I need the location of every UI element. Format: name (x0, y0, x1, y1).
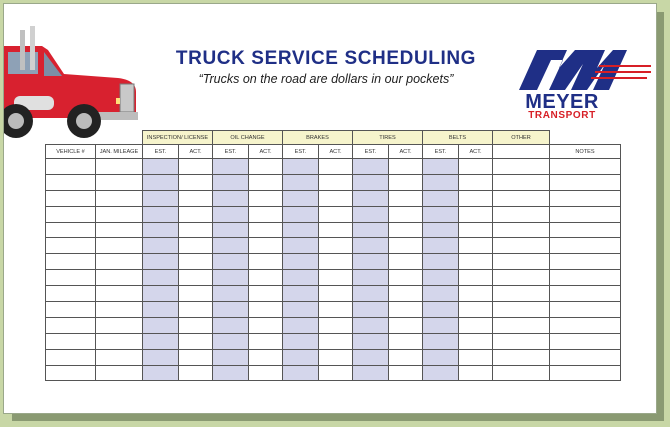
table-cell[interactable] (493, 238, 550, 254)
table-cell[interactable] (213, 190, 249, 206)
table-cell[interactable] (423, 270, 459, 286)
table-cell[interactable] (493, 206, 550, 222)
table-cell[interactable] (96, 222, 143, 238)
table-cell[interactable] (143, 333, 179, 349)
table-cell[interactable] (46, 206, 96, 222)
table-cell[interactable] (213, 349, 249, 365)
group-header-row (46, 131, 621, 145)
table-cell[interactable] (459, 333, 493, 349)
table-cell[interactable] (46, 270, 96, 286)
table-cell[interactable] (550, 174, 621, 190)
group-other: OTHER (493, 131, 550, 145)
table-cell[interactable] (179, 270, 213, 286)
table-cell[interactable] (249, 159, 283, 175)
table-cell[interactable] (353, 302, 389, 318)
table-cell[interactable] (423, 254, 459, 270)
table-cell[interactable] (493, 302, 550, 318)
table-cell[interactable] (389, 286, 423, 302)
table-cell[interactable] (423, 206, 459, 222)
table-cell[interactable] (550, 238, 621, 254)
table-cell[interactable] (179, 222, 213, 238)
table-row (46, 270, 621, 286)
table-cell[interactable] (319, 238, 353, 254)
table-cell[interactable] (319, 286, 353, 302)
table-cell[interactable] (459, 190, 493, 206)
table-cell[interactable] (550, 206, 621, 222)
table-cell[interactable] (283, 286, 319, 302)
table-cell[interactable] (389, 190, 423, 206)
table-cell[interactable] (493, 270, 550, 286)
table-row (46, 254, 621, 270)
table-cell[interactable] (423, 286, 459, 302)
table-cell[interactable] (283, 238, 319, 254)
table-cell[interactable] (319, 254, 353, 270)
table-cell[interactable] (353, 190, 389, 206)
tagline: “Trucks on the road are dollars in our pockets” (198, 72, 454, 86)
schedule-table (45, 130, 621, 381)
table-cell[interactable] (550, 270, 621, 286)
table-cell[interactable] (389, 349, 423, 365)
table-cell[interactable] (423, 349, 459, 365)
table-cell[interactable] (459, 222, 493, 238)
table-cell[interactable] (319, 206, 353, 222)
table-cell[interactable] (493, 333, 550, 349)
table-cell[interactable] (179, 206, 213, 222)
table-cell[interactable] (283, 365, 319, 381)
table-cell[interactable] (143, 317, 179, 333)
table-cell[interactable] (353, 159, 389, 175)
table-cell[interactable] (179, 302, 213, 318)
logo-subtitle: TRANSPORT (528, 110, 596, 121)
table-cell[interactable] (143, 286, 179, 302)
table-cell[interactable] (353, 174, 389, 190)
table-cell[interactable] (389, 317, 423, 333)
table-cell[interactable] (319, 159, 353, 175)
col-act: ACT. (459, 145, 493, 159)
table-row (46, 174, 621, 190)
table-cell[interactable] (459, 349, 493, 365)
table-cell[interactable] (143, 365, 179, 381)
table-cell[interactable] (550, 317, 621, 333)
table-cell[interactable] (96, 238, 143, 254)
table-cell[interactable] (319, 349, 353, 365)
group-belts: BELTS (423, 131, 493, 145)
table-cell[interactable] (423, 159, 459, 175)
table-cell[interactable] (96, 317, 143, 333)
table-cell[interactable] (319, 222, 353, 238)
table-cell[interactable] (283, 174, 319, 190)
table-cell[interactable] (493, 222, 550, 238)
table-cell[interactable] (319, 365, 353, 381)
group-oil-change: OIL CHANGE (213, 131, 283, 145)
table-row (46, 302, 621, 318)
table-cell[interactable] (283, 317, 319, 333)
table-cell[interactable] (179, 317, 213, 333)
table-cell[interactable] (46, 349, 96, 365)
table-cell[interactable] (249, 174, 283, 190)
table-cell[interactable] (423, 317, 459, 333)
table-cell[interactable] (249, 302, 283, 318)
table-cell[interactable] (213, 365, 249, 381)
table-cell[interactable] (493, 317, 550, 333)
table-cell[interactable] (353, 286, 389, 302)
table-cell[interactable] (353, 238, 389, 254)
page-title: TRUCK SERVICE SCHEDULING (175, 48, 477, 69)
col-mileage: JAN. MILEAGE (96, 145, 143, 159)
table-cell[interactable] (353, 270, 389, 286)
table-cell[interactable] (493, 174, 550, 190)
table-cell[interactable] (283, 159, 319, 175)
table-cell[interactable] (143, 302, 179, 318)
table-cell[interactable] (283, 206, 319, 222)
table-cell[interactable] (283, 254, 319, 270)
table-cell[interactable] (319, 270, 353, 286)
table-cell[interactable] (283, 190, 319, 206)
table-cell[interactable] (493, 349, 550, 365)
table-cell[interactable] (46, 222, 96, 238)
table-cell[interactable] (550, 365, 621, 381)
table-cell[interactable] (143, 270, 179, 286)
table-cell[interactable] (550, 349, 621, 365)
table-cell[interactable] (179, 159, 213, 175)
table-cell[interactable] (213, 206, 249, 222)
table-cell[interactable] (249, 349, 283, 365)
table-cell[interactable] (423, 238, 459, 254)
table-cell[interactable] (550, 159, 621, 175)
table-cell[interactable] (249, 206, 283, 222)
table-cell[interactable] (493, 190, 550, 206)
table-cell[interactable] (143, 222, 179, 238)
table-cell[interactable] (249, 254, 283, 270)
table-cell[interactable] (550, 254, 621, 270)
table-cell[interactable] (459, 159, 493, 175)
table-cell[interactable] (213, 302, 249, 318)
table-cell[interactable] (46, 238, 96, 254)
table-cell[interactable] (459, 206, 493, 222)
col-est: EST. (283, 145, 319, 159)
table-cell[interactable] (353, 365, 389, 381)
table-cell[interactable] (143, 190, 179, 206)
table-cell[interactable] (353, 317, 389, 333)
table-cell[interactable] (213, 317, 249, 333)
table-cell[interactable] (389, 270, 423, 286)
table-cell[interactable] (283, 349, 319, 365)
table-cell[interactable] (389, 302, 423, 318)
col-est: EST. (213, 145, 249, 159)
table-cell[interactable] (493, 365, 550, 381)
col-act: ACT. (389, 145, 423, 159)
table-row (46, 349, 621, 365)
table-cell[interactable] (213, 333, 249, 349)
table-cell[interactable] (213, 254, 249, 270)
table-cell[interactable] (213, 270, 249, 286)
table-cell[interactable] (46, 317, 96, 333)
truck-icon (4, 26, 140, 140)
table-cell[interactable] (423, 333, 459, 349)
table-row (46, 222, 621, 238)
table-cell[interactable] (389, 222, 423, 238)
table-cell[interactable] (389, 254, 423, 270)
table-cell[interactable] (319, 174, 353, 190)
table-cell[interactable] (459, 254, 493, 270)
table-row (46, 317, 621, 333)
table-cell[interactable] (423, 174, 459, 190)
table-cell[interactable] (96, 254, 143, 270)
table-cell[interactable] (353, 206, 389, 222)
table-cell[interactable] (46, 190, 96, 206)
table-cell[interactable] (96, 159, 143, 175)
col-other (493, 145, 550, 159)
col-vehicle: VEHICLE # (46, 145, 96, 159)
table-cell[interactable] (46, 286, 96, 302)
table-cell[interactable] (96, 365, 143, 381)
table-cell[interactable] (283, 302, 319, 318)
table-cell[interactable] (213, 222, 249, 238)
col-act: ACT. (249, 145, 283, 159)
table-cell[interactable] (96, 174, 143, 190)
table-row (46, 365, 621, 381)
table-cell[interactable] (249, 317, 283, 333)
table-cell[interactable] (46, 174, 96, 190)
table-cell[interactable] (249, 333, 283, 349)
table-cell[interactable] (389, 238, 423, 254)
table-cell[interactable] (459, 270, 493, 286)
table-cell[interactable] (213, 238, 249, 254)
table-cell[interactable] (96, 349, 143, 365)
col-notes: NOTES (550, 145, 621, 159)
table-cell[interactable] (96, 333, 143, 349)
table-cell[interactable] (213, 174, 249, 190)
table-cell[interactable] (459, 238, 493, 254)
table-cell[interactable] (249, 286, 283, 302)
table-cell[interactable] (179, 349, 213, 365)
table-cell[interactable] (46, 333, 96, 349)
group-brakes: BRAKES (283, 131, 353, 145)
table-cell[interactable] (459, 174, 493, 190)
table-cell[interactable] (179, 190, 213, 206)
table-cell[interactable] (550, 302, 621, 318)
table-cell[interactable] (550, 222, 621, 238)
table-cell[interactable] (493, 286, 550, 302)
table-cell[interactable] (179, 333, 213, 349)
table-cell[interactable] (143, 159, 179, 175)
table-cell[interactable] (179, 365, 213, 381)
table-cell[interactable] (249, 190, 283, 206)
table-cell[interactable] (249, 270, 283, 286)
column-header-row (46, 145, 621, 159)
table-cell[interactable] (213, 286, 249, 302)
table-row (46, 206, 621, 222)
col-est: EST. (353, 145, 389, 159)
col-est: EST. (143, 145, 179, 159)
table-cell[interactable] (423, 190, 459, 206)
table-cell[interactable] (389, 174, 423, 190)
schedule-board (4, 4, 656, 413)
table-cell[interactable] (389, 159, 423, 175)
table-cell[interactable] (249, 238, 283, 254)
table-row (46, 333, 621, 349)
table-cell[interactable] (550, 286, 621, 302)
table-cell[interactable] (423, 365, 459, 381)
table-cell[interactable] (46, 254, 96, 270)
group-inspection: INSPECTION/ LICENSE (143, 131, 213, 145)
table-cell[interactable] (550, 190, 621, 206)
table-cell[interactable] (389, 365, 423, 381)
table-cell[interactable] (353, 333, 389, 349)
table-cell[interactable] (96, 302, 143, 318)
table-cell[interactable] (249, 222, 283, 238)
table-cell[interactable] (389, 333, 423, 349)
table-row (46, 190, 621, 206)
table-cell[interactable] (46, 365, 96, 381)
table-row (46, 238, 621, 254)
table-cell[interactable] (179, 254, 213, 270)
table-cell[interactable] (96, 190, 143, 206)
col-est: EST. (423, 145, 459, 159)
table-cell[interactable] (283, 270, 319, 286)
table-cell[interactable] (143, 349, 179, 365)
table-cell[interactable] (459, 365, 493, 381)
table-cell[interactable] (459, 317, 493, 333)
table-cell[interactable] (319, 333, 353, 349)
table-cell[interactable] (96, 270, 143, 286)
table-cell[interactable] (459, 302, 493, 318)
table-cell[interactable] (459, 286, 493, 302)
table-cell[interactable] (283, 222, 319, 238)
table-cell[interactable] (143, 254, 179, 270)
col-act: ACT. (179, 145, 213, 159)
table-cell[interactable] (179, 238, 213, 254)
table-cell[interactable] (96, 286, 143, 302)
table-row (46, 159, 621, 175)
table-cell[interactable] (143, 238, 179, 254)
col-act: ACT. (319, 145, 353, 159)
table-row (46, 286, 621, 302)
table-cell[interactable] (143, 206, 179, 222)
group-tires: TIRES (353, 131, 423, 145)
table-cell[interactable] (46, 302, 96, 318)
table-cell[interactable] (353, 254, 389, 270)
table-cell[interactable] (550, 333, 621, 349)
table-cell[interactable] (143, 174, 179, 190)
table-cell[interactable] (423, 222, 459, 238)
table-cell[interactable] (353, 222, 389, 238)
table-cell[interactable] (493, 254, 550, 270)
table-cell[interactable] (249, 365, 283, 381)
table-cell[interactable] (319, 317, 353, 333)
table-cell[interactable] (46, 159, 96, 175)
table-cell[interactable] (96, 206, 143, 222)
table-cell[interactable] (353, 349, 389, 365)
table-cell[interactable] (179, 174, 213, 190)
table-cell[interactable] (319, 302, 353, 318)
logo-brand: MEYER (525, 91, 599, 113)
table-cell[interactable] (213, 159, 249, 175)
table-cell[interactable] (319, 190, 353, 206)
table-cell[interactable] (423, 302, 459, 318)
table-cell[interactable] (389, 206, 423, 222)
table-cell[interactable] (283, 333, 319, 349)
table-cell[interactable] (493, 159, 550, 175)
table-cell[interactable] (179, 286, 213, 302)
